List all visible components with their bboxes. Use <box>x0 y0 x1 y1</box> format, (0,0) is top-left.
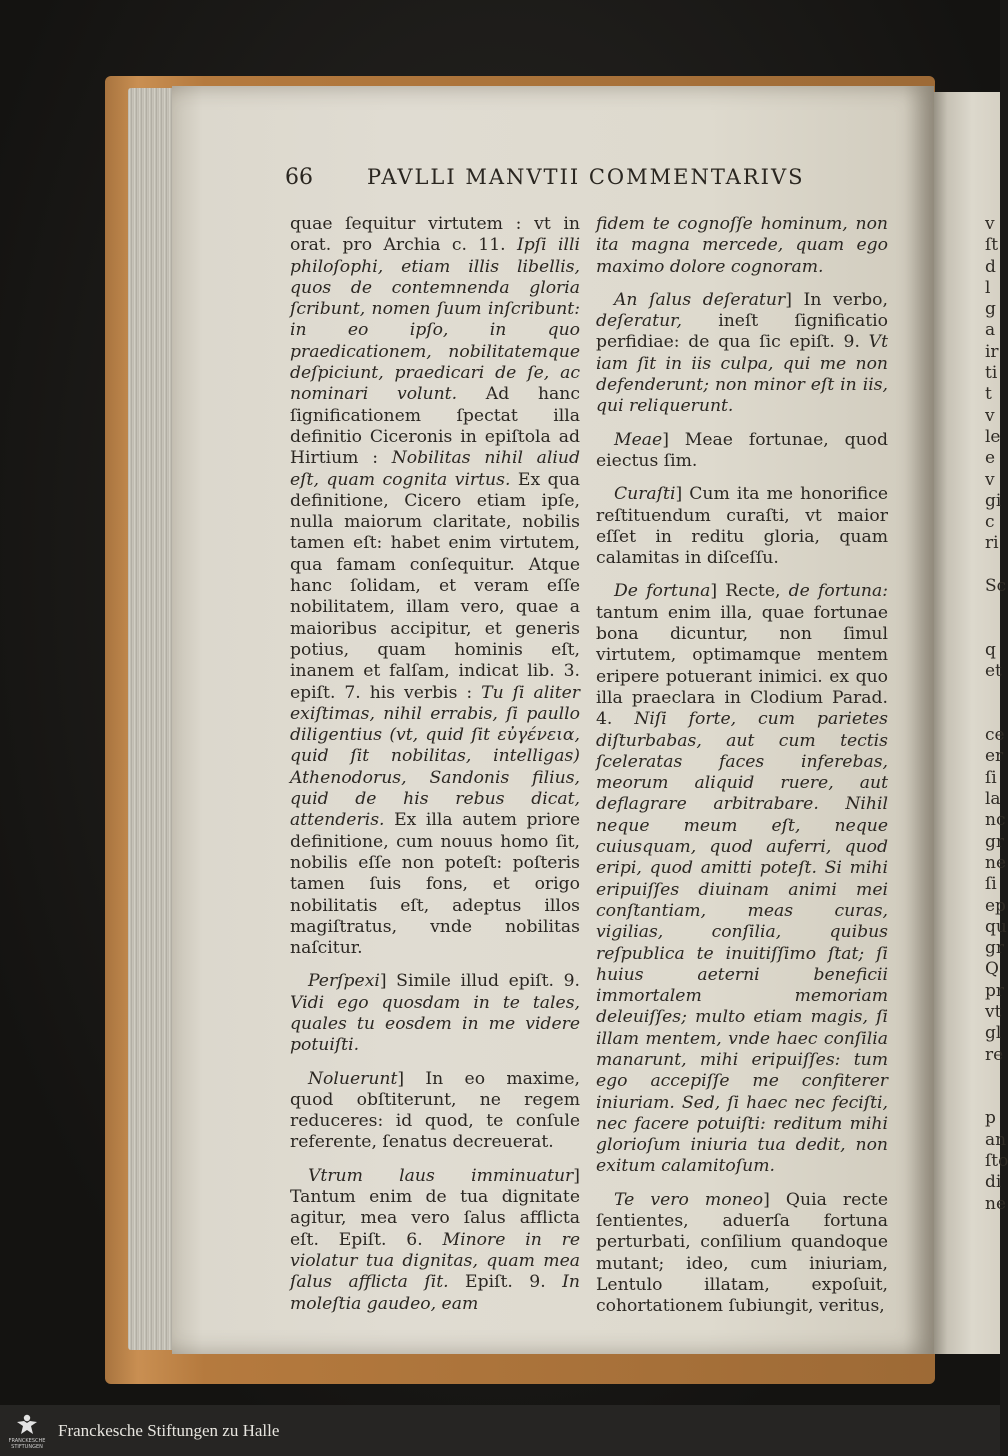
eagle-crest-icon <box>14 1412 40 1438</box>
fragment: c <box>985 512 995 533</box>
fragment <box>985 619 1005 640</box>
fragment: gr <box>985 831 1005 852</box>
paragraph: An ſalus deſeratur] In verbo, deſeratur, ineſt ſignificatio perfidiae: de qua ſic epiſt. 9. Vt iam ſit in iis culpa, qui me non defenderunt; non minor eſt in iis, qui reliquerunt. <box>596 289 888 417</box>
paragraph: quae ſequitur virtutem : vt in orat. pro Archia c. 11. Ipſi illi philoſophi, etiam illis libellis, quos de contemnenda gloria ſcribunt, nomen ſuum inſcribunt: in eo ipſo, in quo praedicationem, nobilitatemque deſpiciunt, praedicari de ſe, ac nominari volunt. Ad hanc ſignificationem ſpectat illa definitio Ciceronis in epiſtola ad Hirtium : Nobilitas nihil aliud eſt, quam cognita virtus. Ex qua definitione, Cicero etiam ipſe, nulla maiorum claritate, nobilis tamen eſt: habet enim virtutem, qua famam conſequitur. Atque hanc ſolidam, et veram eſſe nobilitatem, illam vero, quae a maioribus accipitur, et generis potius, quam hominis eſt, inanem et falſam, indicat lib. 3. epiſt. 7. his verbis : Tu ſi aliter exiſtimas, nihil errabis, ſi paullo diligentius (vt, quid ſit εὐγένεια, quid ſit nobilitas, intelligas) Athenodorus, Sandonis filius, quid de his rebus dicat, attenderis. Ex illa autem priore definitione, cum nouus homo ſit, nobilis eſſe non poteſt: poſteris tamen ſuis fons, et origo nobilitatis eſt, adeptus illos magiſtratus, vnde nobilitas naſcitur. <box>290 214 581 959</box>
fragment: gl <box>985 1023 1002 1044</box>
running-title: PAVLLI MANVTII COMMENTARIVS <box>367 165 805 189</box>
fragment: e <box>985 448 996 469</box>
fragment: q <box>985 639 996 660</box>
fragment <box>985 597 1005 618</box>
fragment <box>985 1087 1005 1108</box>
paragraph: fidem te cognoſſe hominum, non ita magna mercede, quam ego maximo dolore cognoram. <box>596 214 888 277</box>
right-text-column <box>596 214 888 1330</box>
fragment: qu <box>985 916 1007 937</box>
fragment: ne <box>985 1193 1007 1214</box>
fragment: l <box>985 277 991 298</box>
fragment: Sc <box>985 576 1007 597</box>
fragment: p <box>985 1108 996 1129</box>
fragment <box>985 1066 1005 1087</box>
paragraph: Meae] Meae fortunae, quod eiectus ſim. <box>596 429 888 471</box>
facing-page-fragments <box>985 214 1008 1215</box>
fragment: ri <box>985 533 999 554</box>
footer-text: Franckesche Stiftungen zu Halle <box>58 1420 280 1440</box>
paragraph: Perſpexi] Simile illud epiſt. 9. Vidi ego quosdam in te tales, quales tu eosdem in me videre potuiſti. <box>290 971 580 1056</box>
fragment: v <box>985 214 995 234</box>
fragment: er <box>985 746 1004 767</box>
running-header <box>285 165 805 199</box>
paragraph: Noluerunt] In eo maxime, quod obſtiterunt, ne regem reduceres: id quod, te conſule referente, ſenatus decreuerat. <box>290 1068 580 1153</box>
fragment: t <box>985 384 992 405</box>
fragment <box>985 555 1005 576</box>
fragment: re <box>985 1044 1004 1065</box>
left-text-column <box>290 214 580 1327</box>
fragment <box>985 704 1005 725</box>
fragment: gr <box>985 938 1005 959</box>
fragment: ep <box>985 895 1006 916</box>
page-number: 66 <box>285 165 313 190</box>
fragment: an <box>985 1129 1007 1150</box>
fragment: d <box>985 256 996 277</box>
fragment: la <box>985 789 1001 810</box>
fragment: di <box>985 1172 1002 1193</box>
fragment: g <box>985 299 996 320</box>
fragment: nc <box>985 810 1006 831</box>
fragment: a <box>985 320 996 341</box>
fragment: pr <box>985 980 1005 1001</box>
fragment: v <box>985 469 995 490</box>
fragment: ir <box>985 341 999 362</box>
paragraph: Curaſti] Cum ita me honorifice reſtituendum curaſti, vt maior eſſet in reditu gloria, quam calamitas in diſceſſu. <box>596 484 888 569</box>
paragraph: De fortuna] Recte, de fortuna: tantum enim illa, quae fortunae bona dicuntur, non ſimul virtutem, optimamque mentem eripere potuerant inimici. ex quo illa praeclara in Clodium Parad. 4. Niſi forte, cum parietes diſturbabas, aut cum tectis ſceleratas faces inferebas, meorum aliquid ruere, aut deflagrare arbitrabare. Nihil neque meum eſt, neque cuiusquam, quod auferri, quod eripi, quod amitti poteſt. Si mihi eripuiſſes diuinam animi mei conſtantiam, meas curas, vigilias, conſilia, quibus reſpublica te inuitiſſimo ſtat; ſi huius aeterni beneficii immortalem memoriam deleuiſſes; multo etiam magis, ſi illam mentem, vnde haec conſilia manarunt, mihi eripuiſſes: tum ego accepiſſe me confiterer iniuriam. Sed, ſi haec nec feciſti, nec facere potuiſti: reditum mihi glorioſum iniuria tua dedit, non exitum calamitoſum. <box>596 581 888 1177</box>
fragment: Q <box>985 959 999 980</box>
fragment <box>985 683 1005 704</box>
fragment: ſi <box>985 767 997 788</box>
fragment: ce <box>985 725 1005 746</box>
fragment: ſto <box>985 1151 1008 1172</box>
fragment: ti <box>985 363 998 384</box>
fragment: v <box>985 405 995 426</box>
institution-logo <box>8 1411 46 1451</box>
paragraph: Vtrum laus imminuatur] Tantum enim de tua dignitate agitur, mea vero ſalus afflicta eſt. Epiſt. 6. Minore in re violatur tua dignitas, quam mea ſalus afflicta ſit. Epiſt. 9. In moleſtia gaudeo, eam <box>290 1165 580 1314</box>
fragment: gi <box>985 490 1002 511</box>
fragment: le <box>985 426 1001 447</box>
logo-label: FRANCKESCHE STIFTUNGEN <box>8 1437 46 1450</box>
fragment: vt <box>985 1001 1002 1022</box>
fragment: ſt <box>985 235 999 256</box>
paragraph: Te vero moneo] Quia recte ſentientes, aduerſa fortuna perturbati, conſilium quandoque mutant; ideo, cum iniuriam, Lentulo illatam, expoſuit, cohortationem ſubiungit, veritus, <box>596 1189 888 1317</box>
footer-bar <box>0 1405 1000 1456</box>
fragment: et <box>985 661 1002 682</box>
fragment: ſi <box>985 874 997 895</box>
fragment: ne <box>985 852 1007 873</box>
